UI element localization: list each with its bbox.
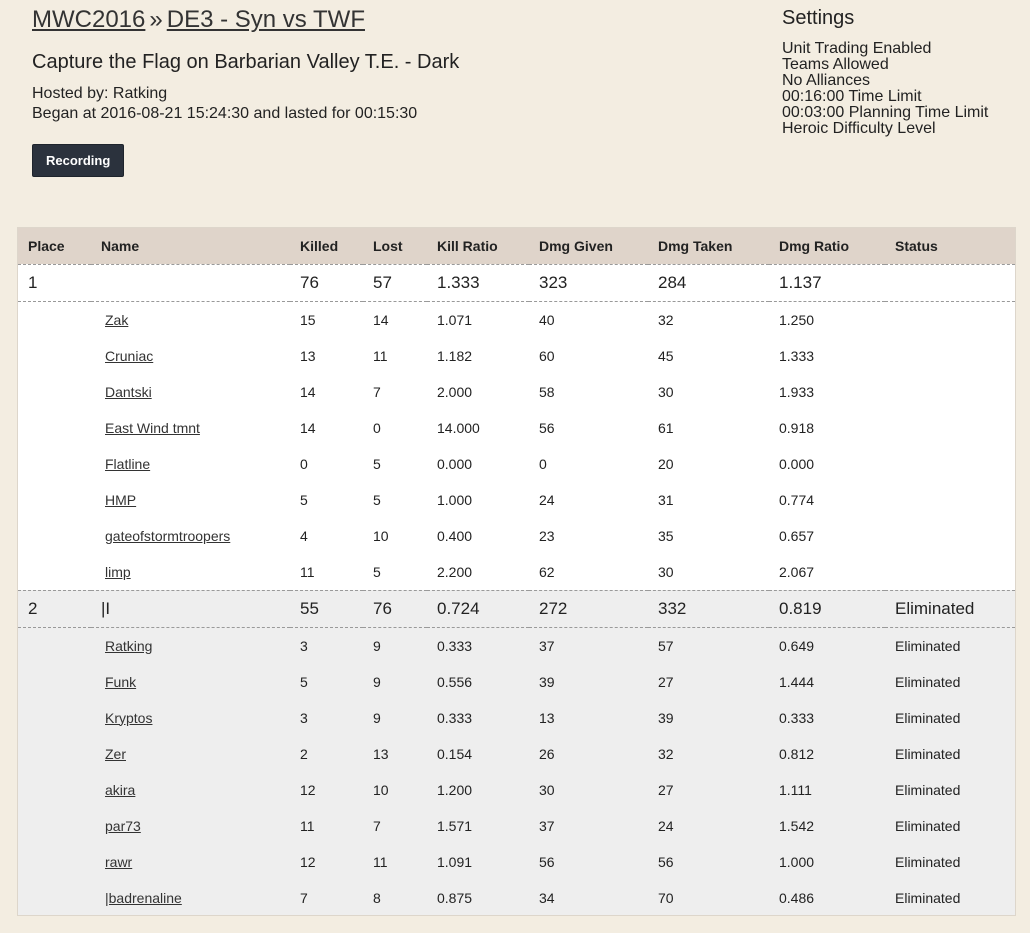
player-lost: 9 [373,709,381,726]
player-name-link[interactable]: limp [105,563,131,580]
player-lost: 11 [373,853,388,870]
settings-heading: Settings [782,7,855,29]
player-place [18,446,91,482]
col-header-killed: Killed [300,237,339,254]
player-row [18,880,1015,916]
table-header-row [18,228,1015,264]
player-dmg-given: 39 [539,673,555,690]
game-title: Capture the Flag on Barbarian Valley T.E. - Dark [32,51,460,73]
hosted-by: Hosted by: Ratking [32,85,168,102]
player-name-cell [91,808,290,844]
breadcrumb-separator: » [149,6,163,33]
player-name-link[interactable]: Zer [105,745,126,762]
player-place [18,736,91,772]
player-dmg-ratio: 1.444 [779,673,815,690]
player-lost: 5 [373,563,381,580]
player-name-cell [91,410,290,446]
player-status [885,554,1015,591]
player-dmg-ratio: 0.333 [779,709,815,726]
team-place: 1 [18,264,91,301]
player-dmg-given: 56 [539,853,555,870]
team-row [18,590,1015,627]
player-lost: 5 [373,491,381,508]
player-kill-ratio: 1.200 [437,781,473,798]
player-row [18,518,1015,554]
player-place [18,301,91,338]
player-lost: 8 [373,889,381,906]
player-killed: 4 [300,527,308,544]
player-row [18,482,1015,518]
player-name-cell [91,627,290,664]
player-row [18,700,1015,736]
player-dmg-taken: 27 [658,781,674,798]
player-name-link[interactable]: akira [105,781,136,798]
player-lost: 11 [373,347,388,364]
player-row [18,338,1015,374]
player-status: Eliminated [895,781,961,798]
team-status: Eliminated [885,590,1015,627]
player-kill-ratio: 1.071 [437,311,473,328]
player-status: Eliminated [895,889,961,906]
player-killed: 14 [300,383,316,400]
player-killed: 13 [300,347,316,364]
player-dmg-taken: 39 [658,709,674,726]
setting-item: 00:16:00 Time Limit [782,88,922,105]
player-status: Eliminated [895,637,961,654]
player-dmg-taken: 45 [658,347,674,364]
player-status [885,446,1015,482]
setting-item: Unit Trading Enabled [782,40,932,57]
team-kill-ratio: 0.724 [427,590,529,627]
team-place: 2 [18,590,91,627]
player-status [885,301,1015,338]
player-dmg-ratio: 1.542 [779,817,815,834]
team-status [885,264,1015,301]
player-kill-ratio: 0.400 [437,527,473,544]
player-dmg-taken: 31 [658,491,674,508]
team-dmg-given: 323 [529,264,648,301]
player-dmg-taken: 30 [658,383,674,400]
player-row [18,772,1015,808]
player-dmg-taken: 35 [658,527,674,544]
player-dmg-given: 0 [539,455,547,472]
player-dmg-ratio: 0.486 [779,889,815,906]
began-at: Began at 2016-08-21 15:24:30 and lasted for 00:15:30 [32,105,418,122]
player-dmg-taken: 27 [658,673,674,690]
player-status [885,518,1015,554]
player-place [18,518,91,554]
player-dmg-given: 13 [539,709,555,726]
breadcrumb-match-link[interactable]: DE3 - Syn vs TWF [166,6,365,33]
player-dmg-ratio: 0.000 [779,455,815,472]
player-lost: 5 [373,455,381,472]
col-header-status: Status [895,237,938,254]
col-header-place: Place [28,237,65,254]
player-killed: 7 [300,889,308,906]
player-dmg-given: 60 [539,347,555,364]
player-dmg-taken: 30 [658,563,674,580]
player-place [18,844,91,880]
player-place [18,627,91,664]
team-row [18,264,1015,301]
player-name-link[interactable]: Ratking [105,637,153,654]
player-name-cell [91,844,290,880]
player-killed: 11 [300,817,315,834]
breadcrumb-tournament-link[interactable]: MWC2016 [32,6,146,33]
player-name-link[interactable]: Funk [105,673,137,690]
player-name-link[interactable]: Flatline [105,455,151,472]
player-name-link[interactable]: HMP [105,491,137,508]
results-table [18,228,1015,916]
player-place [18,808,91,844]
recording-button[interactable]: Recording [32,144,124,177]
team-dmg-ratio: 1.137 [769,264,885,301]
team-killed: 76 [290,264,363,301]
player-status [885,482,1015,518]
player-dmg-taken: 70 [658,889,674,906]
player-name-cell [91,772,290,808]
player-kill-ratio: 1.000 [437,491,473,508]
player-dmg-ratio: 0.918 [779,419,815,436]
player-kill-ratio: 0.333 [437,709,473,726]
player-kill-ratio: 0.333 [437,637,473,654]
player-dmg-given: 30 [539,781,555,798]
player-status: Eliminated [895,817,961,834]
player-name-cell [91,374,290,410]
team-dmg-ratio: 0.819 [769,590,885,627]
player-kill-ratio: 1.182 [437,347,473,364]
player-status [885,410,1015,446]
player-dmg-taken: 32 [658,745,674,762]
team-name: |I [91,590,290,627]
team-name [91,264,290,301]
player-killed: 3 [300,637,308,654]
player-name-link[interactable]: par73 [105,817,141,834]
player-place [18,700,91,736]
player-row [18,736,1015,772]
player-kill-ratio: 0.556 [437,673,473,690]
player-name-cell [91,446,290,482]
player-status: Eliminated [895,673,961,690]
player-dmg-taken: 61 [658,419,674,436]
player-row [18,844,1015,880]
player-dmg-given: 56 [539,419,555,436]
player-status [885,338,1015,374]
player-place [18,664,91,700]
setting-item: Teams Allowed [782,56,889,73]
team-dmg-given: 272 [529,590,648,627]
player-status: Eliminated [895,745,961,762]
player-row [18,554,1015,591]
player-dmg-taken: 20 [658,455,674,472]
player-lost: 10 [373,527,389,544]
col-header-name: Name [101,237,140,254]
player-dmg-given: 62 [539,563,555,580]
setting-item: No Alliances [782,72,871,89]
player-killed: 12 [300,781,316,798]
player-killed: 5 [300,673,308,690]
player-killed: 14 [300,419,316,436]
player-name-cell [91,338,290,374]
player-dmg-taken: 32 [658,311,674,328]
player-kill-ratio: 0.875 [437,889,473,906]
player-dmg-ratio: 1.111 [779,781,812,798]
player-row [18,410,1015,446]
player-place [18,482,91,518]
player-dmg-given: 37 [539,637,555,654]
player-dmg-taken: 24 [658,817,674,834]
col-header-dmg-taken: Dmg Taken [658,237,733,254]
player-place [18,772,91,808]
player-killed: 0 [300,455,308,472]
player-dmg-given: 37 [539,817,555,834]
team-1-group [18,264,1015,590]
setting-item: Heroic Difficulty Level [782,120,936,137]
player-name-cell [91,482,290,518]
player-killed: 3 [300,709,308,726]
col-header-dmg-ratio: Dmg Ratio [779,237,849,254]
player-name-cell [91,518,290,554]
player-name-link[interactable]: East Wind tmnt [105,419,200,436]
player-kill-ratio: 2.000 [437,383,473,400]
player-row [18,664,1015,700]
player-kill-ratio: 14.000 [437,419,480,436]
player-name-cell [91,301,290,338]
team-kill-ratio: 1.333 [427,264,529,301]
player-dmg-given: 58 [539,383,555,400]
player-lost: 0 [373,419,381,436]
player-dmg-ratio: 2.067 [779,563,815,580]
player-dmg-ratio: 0.649 [779,637,815,654]
player-killed: 5 [300,491,308,508]
player-place [18,554,91,591]
col-header-dmg-given: Dmg Given [539,237,613,254]
player-name-cell [91,736,290,772]
player-name-cell [91,554,290,591]
player-dmg-given: 24 [539,491,555,508]
col-header-kill-ratio: Kill Ratio [437,237,498,254]
player-lost: 9 [373,673,381,690]
team-lost: 57 [363,264,427,301]
player-dmg-ratio: 0.812 [779,745,815,762]
results-table-container [17,227,1016,916]
team-dmg-taken: 332 [648,590,769,627]
team-killed: 55 [290,590,363,627]
player-killed: 2 [300,745,308,762]
breadcrumb [32,6,459,34]
player-dmg-ratio: 1.000 [779,853,815,870]
player-dmg-given: 40 [539,311,555,328]
player-name-link[interactable]: |badrenaline [105,889,182,906]
player-name-link[interactable]: Zak [105,311,129,328]
player-row [18,627,1015,664]
player-status: Eliminated [895,709,961,726]
player-row [18,446,1015,482]
player-row [18,808,1015,844]
player-dmg-ratio: 1.250 [779,311,815,328]
player-name-link[interactable]: Dantski [105,383,152,400]
player-dmg-given: 34 [539,889,555,906]
team-lost: 76 [363,590,427,627]
player-dmg-ratio: 1.333 [779,347,815,364]
game-header [32,6,459,177]
player-place [18,374,91,410]
player-lost: 7 [373,383,381,400]
player-lost: 10 [373,781,389,798]
player-kill-ratio: 2.200 [437,563,473,580]
player-row [18,374,1015,410]
player-name-cell [91,700,290,736]
player-place [18,880,91,916]
player-kill-ratio: 0.154 [437,745,473,762]
player-kill-ratio: 1.571 [437,817,473,834]
player-row [18,301,1015,338]
col-header-lost: Lost [373,237,403,254]
player-name-link[interactable]: gateofstormtroopers [105,527,231,544]
player-kill-ratio: 0.000 [437,455,473,472]
setting-item: 00:03:00 Planning Time Limit [782,104,989,121]
player-dmg-given: 23 [539,527,555,544]
team-dmg-taken: 284 [648,264,769,301]
player-killed: 11 [300,563,315,580]
team-2-group [18,590,1015,916]
player-dmg-ratio: 1.933 [779,383,815,400]
player-dmg-taken: 57 [658,637,674,654]
player-name-link[interactable]: Cruniac [105,347,154,364]
player-name-cell [91,664,290,700]
player-dmg-ratio: 0.657 [779,527,815,544]
player-lost: 13 [373,745,389,762]
player-name-link[interactable]: Kryptos [105,709,153,726]
player-kill-ratio: 1.091 [437,853,473,870]
player-dmg-taken: 56 [658,853,674,870]
player-lost: 14 [373,311,389,328]
player-dmg-ratio: 0.774 [779,491,815,508]
player-lost: 9 [373,637,381,654]
player-status [885,374,1015,410]
player-place [18,338,91,374]
player-name-link[interactable]: rawr [105,853,133,870]
player-name-cell [91,880,290,916]
player-status: Eliminated [895,853,961,870]
player-killed: 12 [300,853,316,870]
player-killed: 15 [300,311,316,328]
player-dmg-given: 26 [539,745,555,762]
player-lost: 7 [373,817,381,834]
player-place [18,410,91,446]
settings-panel [782,6,988,137]
